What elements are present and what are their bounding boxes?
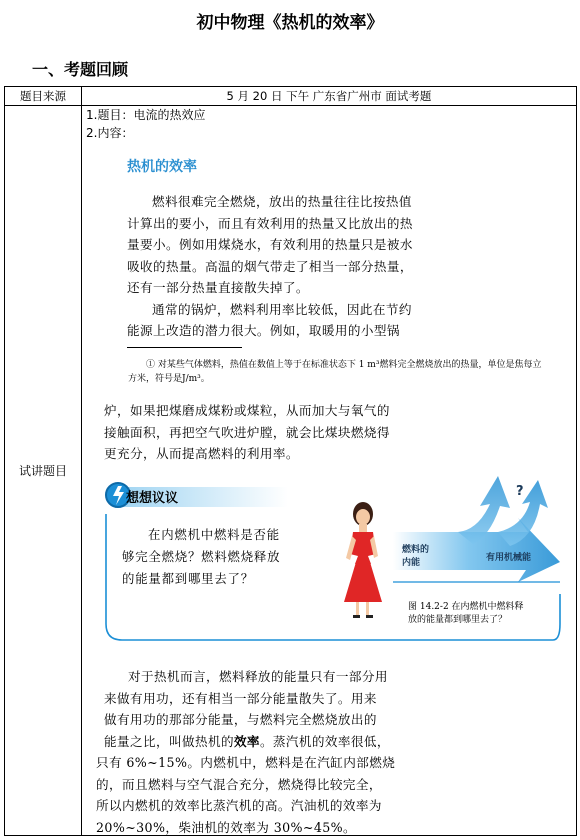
arrow-question-mark: ? [516, 484, 524, 499]
book-line: 量要小。例如用煤烧水，有效利用的热量只是被水 [127, 237, 413, 252]
figure-caption-line1: 图 14.2-2 在内燃机中燃料释 [408, 602, 524, 612]
arrow-label-left-line2: 内能 [402, 558, 421, 568]
book-line-part: 。蒸汽机的效率很低， [259, 733, 390, 749]
book-line: 来做有用功，还有相当一部分能量散失了。用来 [104, 690, 377, 706]
page-title: 初中物理《热机的效率》 [196, 13, 384, 33]
topic-item-content: 2.内容： [86, 126, 134, 140]
book-line: 接触面积，再把空气吹进炉膛，就会比煤块燃烧得 [104, 424, 390, 440]
book-paragraph-1 [127, 191, 427, 342]
book-paragraph-3 [104, 400, 424, 465]
book-line: 计算出的要小，而且有效利用的热量又比放出的热 [127, 215, 413, 231]
think-question [122, 524, 322, 590]
figure-caption-line2: 放的能量都到哪里去了？ [408, 615, 508, 625]
footnote-rule [127, 347, 242, 348]
book-line-part: 能量之比，叫做热机的 [104, 733, 234, 749]
section-heading: 一、考题回顾 [32, 60, 129, 79]
source-label: 题目来源 [5, 87, 82, 106]
book-line: 所以内燃机的效率比蒸汽机的高。汽油机的效率为 [96, 798, 382, 813]
book-line: 做有用功的那部分能量，与燃料完全燃烧放出的 [104, 712, 377, 727]
think-line: 在内燃机中燃料是否能 [148, 527, 280, 542]
book-line: 更充分，从而提高燃料的利用率。 [104, 446, 299, 461]
figure-caption [408, 601, 524, 627]
book-line: 20%~30%，柴油机的效率为 30%~45%。 [96, 819, 357, 835]
footnote [128, 358, 576, 386]
book-line: 还有一部分热量直接散失掉了。 [127, 280, 309, 295]
book-line: 通常的锅炉，燃料利用率比较低，因此在节约 [152, 301, 412, 317]
book-line: 燃料很难完全燃烧，放出的热量往往比按热值 [152, 194, 412, 209]
topic-item-title: 1.题目：电流的热效应 [86, 108, 206, 122]
book-line: 对于热机而言，燃料释放的能量只有一部分用 [128, 669, 388, 684]
book-line: 的，而且燃料与空气混合充分，燃烧得比较完全， [96, 776, 382, 792]
book-paragraph-4 [96, 666, 416, 838]
book-line [96, 731, 416, 753]
source-value: 5 月 20 日 下午 广东省广州市 面试考题 [82, 87, 577, 106]
footnote-line: ① 对某些气体燃料，热值在数值上等于在标准状态下 1 m³燃料完全燃烧放出的热量，单位是焦每立 [146, 360, 542, 370]
topic-label: 试讲题目 [5, 106, 82, 836]
think-title: 想想议议 [126, 491, 179, 506]
girl-figure [344, 502, 382, 618]
footnote-line: 方米，符号是J/m³。 [128, 374, 210, 384]
arrow-label-right: 有用机械能 [486, 553, 532, 563]
think-line: 的能量都到哪里去了？ [122, 571, 254, 586]
efficiency-term: 效率 [233, 733, 260, 749]
book-line: 吸收的热量。高温的烟气带走了相当一部分热量， [127, 258, 413, 274]
arrow-label-left-line1: 燃料的 [402, 545, 430, 555]
think-line: 够完全燃烧？燃料燃烧释放 [122, 549, 281, 564]
book-line: 只有 6%~15%。内燃机中，燃料是在汽缸内部燃烧 [96, 755, 396, 770]
book-line: 炉，如果把煤磨成煤粉或煤粒，从而加大与氧气的 [104, 403, 390, 418]
book-line: 能源上改造的潜力很大。例如，取暖用的小型锅 [127, 323, 400, 338]
book-heading: 热机的效率 [127, 159, 197, 175]
arrow-label-left [402, 544, 429, 570]
